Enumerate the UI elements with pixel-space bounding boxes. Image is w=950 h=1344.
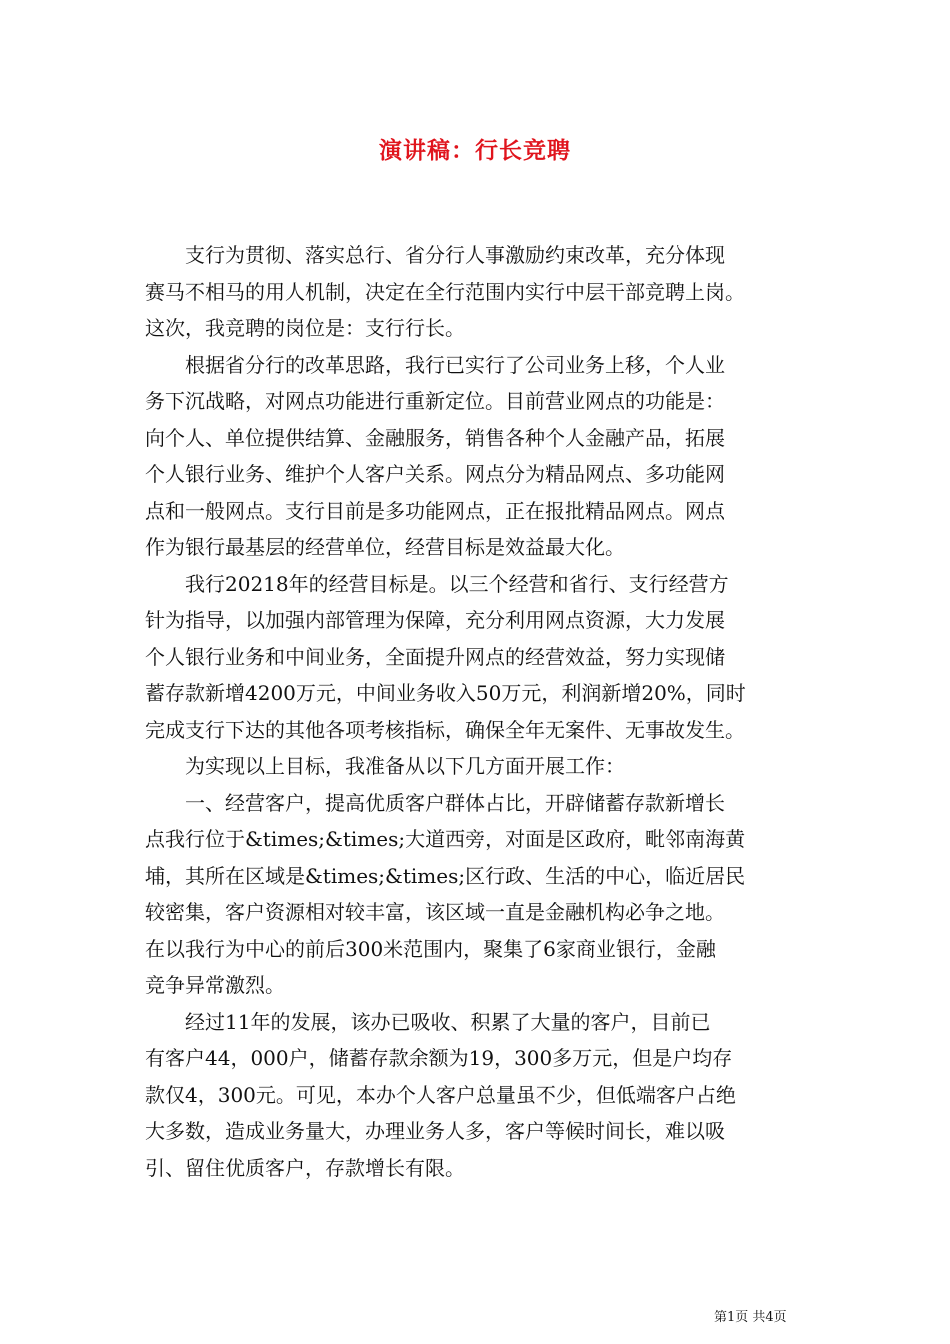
text-line: 较密集，客户资源相对较丰富，该区域一直是金融机构必争之地。 [145,900,725,924]
paragraph-2 [145,347,810,566]
paragraph-6 [145,1004,810,1187]
text-line: 款仅4，300元。可见，本办个人客户总量虽不少，但低端客户占绝 [145,1082,736,1107]
text-line: 务下沉战略，对网点功能进行重新定位。目前营业网点的功能是： [145,389,725,413]
text-line: 赛马不相马的用人机制，决定在全行范围内实行中层干部竞聘上岗。 [145,279,745,304]
text-line: 点和一般网点。支行目前是多功能网点，正在报批精品网点。网点 [145,498,725,523]
text-line: 引、留住优质客户，存款增长有限。 [145,1155,465,1180]
text-line: 为实现以上目标，我准备从以下几方面开展工作： [145,754,625,778]
paragraph-5 [145,785,810,1004]
text-line: 蓄存款新增4200万元，中间业务收入50万元，利润新增20%，同时 [145,681,746,705]
text-line: 经过11年的发展，该办已吸收、积累了大量的客户，目前已 [145,1009,711,1034]
text-line: 有客户44，000户，储蓄存款余额为19，300多万元，但是户均存 [145,1046,733,1070]
page-number: 第1页 共4页 [714,1310,787,1325]
text-line: 一、经营客户，提高优质客户群体占比，开辟储蓄存款新增长 [145,790,725,815]
text-line: 个人银行业务和中间业务，全面提升网点的经营效益，努力实现储 [145,644,725,669]
text-line: 大多数，造成业务量大，办理业务人多，客户等候时间长，难以吸 [145,1119,725,1143]
text-line: 埔，其所在区域是&times;&times;区行政、生活的中心，临近居民 [145,863,746,888]
text-line: 我行20218年的经营目标是。以三个经营和省行、支行经营方 [145,571,729,596]
text-line: 完成支行下达的其他各项考核指标，确保全年无案件、无事故发生。 [145,717,745,742]
paragraph-3 [145,566,810,749]
text-line: 向个人、单位提供结算、金融服务，销售各种个人金融产品，拓展 [145,425,725,450]
text-line: 根据省分行的改革思路，我行已实行了公司业务上移，个人业 [145,352,725,377]
text-line: 在以我行为中心的前后300米范围内，聚集了6家商业银行，金融 [145,936,716,961]
text-line: 作为银行最基层的经营单位，经营目标是效益最大化。 [145,535,625,559]
document-title: 演讲稿：行长竞聘 [379,137,571,164]
text-line: 点我行位于&times;&times;大道西旁，对面是区政府，毗邻南海黄 [145,827,746,851]
text-line: 竞争异常激烈。 [145,973,285,997]
document-body [145,237,810,1186]
paragraph-1 [145,237,810,347]
paragraph-4 [145,748,810,785]
text-line: 个人银行业务、维护个人客户关系。网点分为精品网点、多功能网 [145,462,725,486]
text-line: 支行为贯彻、落实总行、省分行人事激励约束改革，充分体现 [145,243,725,267]
text-line: 这次，我竞聘的岗位是：支行行长。 [145,316,465,340]
text-line: 针为指导，以加强内部管理为保障，充分利用网点资源，大力发展 [145,608,725,632]
